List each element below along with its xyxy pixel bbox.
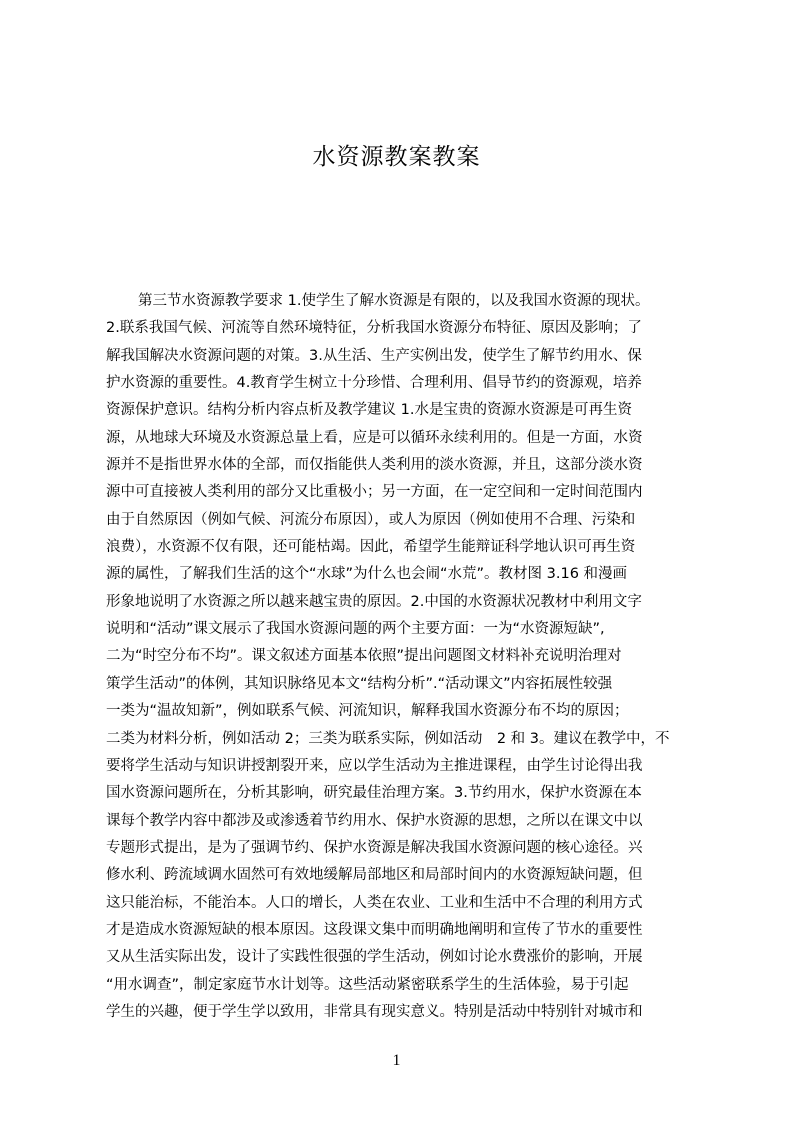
body-line: 国水资源问题所在，分析其影响，研究最佳治理方案。3.节约用水，保护水资源在本 <box>106 785 642 802</box>
body-line: 专题形式提出，是为了强调节约、保护水资源是解决我国水资源问题的核心途径。兴 <box>106 839 643 856</box>
body-line: 由于自然原因（例如气候、河流分布原因），或人为原因（例如使用不合理、污染和 <box>106 511 636 528</box>
body-line: 护水资源的重要性。4.教育学生树立十分珍惜、合理利用、倡导节约的资源观，培养 <box>106 375 642 392</box>
body-line: 又从生活实际出发，设计了实践性很强的学生活动，例如讨论水费涨价的影响，开展 <box>106 949 643 966</box>
body-line: 源，从地球大环境及水资源总量上看，应是可以循环永续利用的。但是一方面，水资 <box>106 429 643 446</box>
body-line: “用水调查”，制定家庭节水计划等。这些活动紧密联系学生的生活体验，易于引起 <box>106 976 629 993</box>
document-body <box>106 288 698 1026</box>
body-line: 策学生活动”的体例，其知识脉络见本文“结构分析”.“活动课文”内容拓展性较强 <box>106 675 613 692</box>
body-line: 第三节水资源教学要求 1.使学生了解水资源是有限的，以及我国水资源的现状。 <box>138 293 650 309</box>
body-line: 源中可直接被人类利用的部分又比重极小；另一方面，在一定空间和一定时间范围内 <box>106 484 643 501</box>
body-line: 二类为材料分析，例如活动 2；三类为联系实际，例如活动 2 和 3。建议在教学中，不 <box>106 730 670 747</box>
body-line: 源并不是指世界水体的全部，而仅指能供人类利用的淡水资源，并且，这部分淡水资 <box>106 457 643 474</box>
body-line: 才是造成水资源短缺的根本原因。这段课文集中而明确地阐明和宣传了节水的重要性 <box>106 921 643 938</box>
body-line: 学生的兴趣，便于学生学以致用，非常具有现实意义。特别是活动中特别针对城市和 <box>106 1003 643 1020</box>
body-line: 二为“时空分布不均”。课文叙述方面基本依照”提出问题图文材料补充说明治理对 <box>106 648 622 665</box>
body-line: 一类为“温故知新”，例如联系气候、河流知识，解释我国水资源分布不均的原因； <box>106 703 629 720</box>
page-number: 1 <box>392 1052 401 1069</box>
body-line: 源的属性，了解我们生活的这个“水球”为什么也会闹“水荒”。教材图 3.16 和漫画 <box>106 566 628 583</box>
body-line: 资源保护意识。结构分析内容点析及教学建议 1.水是宝贵的资源水资源是可再生资 <box>106 402 632 419</box>
body-line: 说明和“活动”课文展示了我国水资源问题的两个主要方面：一为“水资源短缺”, <box>106 621 605 638</box>
body-line: 形象地说明了水资源之所以越来越宝贵的原因。2.中国的水资源状况教材中利用文字 <box>106 593 642 610</box>
document-title: 水资源教案教案 <box>312 144 481 170</box>
body-line: 解我国解决水资源问题的对策。3.从生活、生产实例出发，使学生了解节约用水、保 <box>106 347 642 364</box>
body-line: 要将学生活动与知识讲授割裂开来，应以学生活动为主推进课程，由学生讨论得出我 <box>106 757 643 774</box>
body-line: 课每个教学内容中都涉及或渗透着节约用水、保护水资源的思想，之所以在课文中以 <box>106 812 643 829</box>
body-line: 这只能治标，不能治本。人口的增长，人类在农业、工业和生活中不合理的利用方式 <box>106 894 643 911</box>
body-line: 修水利、跨流域调水固然可有效地缓解局部地区和局部时间内的水资源短缺问题，但 <box>106 867 643 884</box>
body-line: 2.联系我国气候、河流等自然环境特征，分析我国水资源分布特征、原因及影响；了 <box>106 320 642 337</box>
body-line: 浪费），水资源不仅有限，还可能枯竭。因此，希望学生能辩证科学地认识可再生资 <box>106 539 636 556</box>
